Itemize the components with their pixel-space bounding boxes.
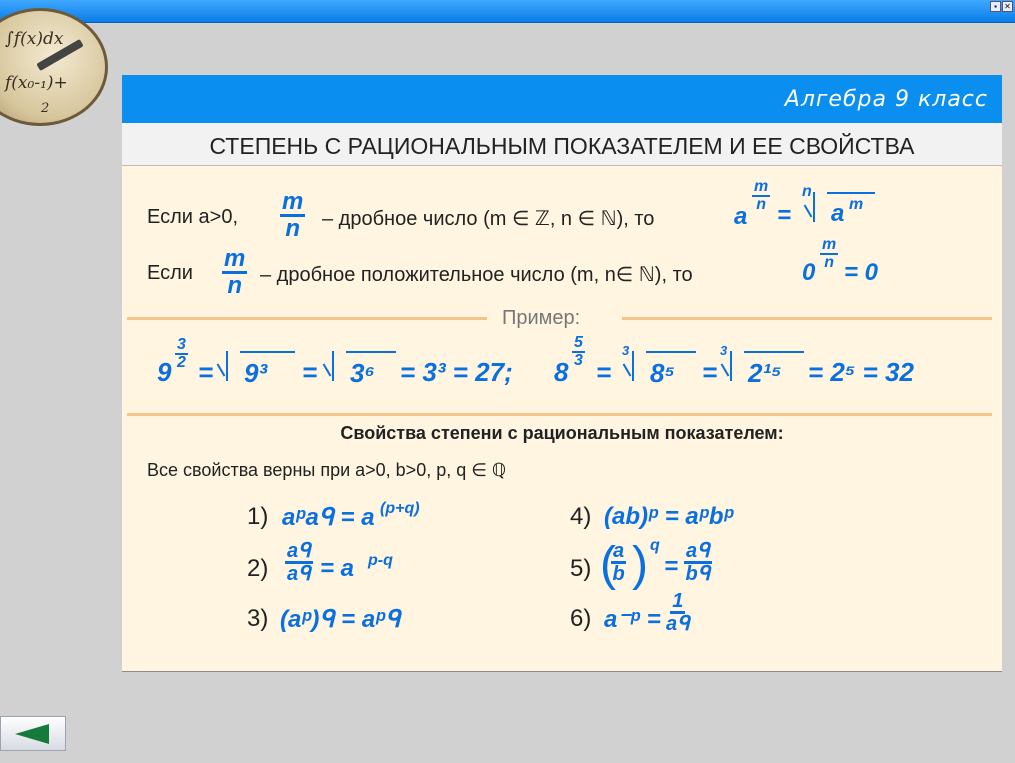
ex1-radical-1 [240, 351, 295, 388]
ex1-result: = 3³ = 27; [400, 357, 513, 387]
rule1-radicand-exp: m [849, 196, 864, 213]
course-title: Алгебра 9 класс [784, 87, 988, 112]
ex2-root-index-2: 3 [720, 343, 728, 358]
rule2-prefix: Если [147, 262, 193, 284]
rule2-exp-den: n [824, 254, 834, 271]
rule1-prefix: Если a>0, [147, 206, 238, 228]
prop2-exp: p-q [368, 552, 393, 569]
divider-right [622, 317, 992, 320]
prop5-fraction [684, 541, 712, 584]
rule1-fraction [280, 190, 305, 241]
ex2-radical-2 [744, 351, 804, 388]
rule1-frac-num: m [282, 188, 304, 215]
rule2-fraction [222, 247, 247, 298]
ex2-radicand-2: 2¹⁵ [748, 358, 782, 388]
divider-properties [127, 413, 992, 416]
prop5-paren-left: ( [600, 538, 616, 591]
prop6-number: 6) [570, 605, 592, 632]
ex1-exp-num: 3 [177, 336, 186, 353]
back-button[interactable] [0, 716, 66, 751]
prop1-number: 1) [247, 503, 269, 530]
prop2-expr: = a [320, 555, 355, 582]
rule1-frac-den: n [285, 215, 300, 242]
ex2-radical-1 [646, 351, 696, 388]
window-controls [990, 1, 1013, 11]
ex1-radicand-1: 9³ [244, 358, 268, 388]
rule1-radical [827, 192, 875, 227]
prop4-number: 4) [570, 503, 592, 530]
prop2-number: 2) [247, 555, 269, 582]
rule2-result: = 0 [844, 259, 879, 286]
rule1-exponent [752, 179, 770, 213]
prop1-exp: (p+q) [380, 500, 420, 517]
prop4-expr: (ab)ᵖ = aᵖbᵖ [604, 503, 734, 530]
back-arrow-icon [15, 724, 49, 744]
prop6-fraction [666, 591, 690, 634]
prop5-eq: = [664, 553, 679, 580]
prop5-in-num: a [613, 540, 625, 562]
prop5-number: 5) [570, 555, 592, 582]
rule1-exp-den: n [756, 196, 766, 213]
ex1-radicand-2: 3⁶ [350, 358, 375, 388]
top-bar [0, 0, 1015, 23]
rule1-base: a [734, 203, 748, 230]
ex2-eq2: = [702, 357, 718, 387]
logo-text-3: 2 [41, 101, 50, 116]
ex1-eq2: = [302, 357, 318, 387]
logo [0, 8, 108, 126]
rule1-equals: = [777, 202, 792, 229]
prop6-frac-den: aᑫ [666, 613, 690, 635]
logo-text-2: f(x₀-₁)+ [5, 73, 68, 93]
rule2-exponent [820, 237, 838, 271]
properties-condition: Все свойства верны при a>0, b>0, p, q ∈ ℚ [147, 460, 507, 480]
prop2-frac-num: aᑫ [287, 540, 311, 562]
prop6-expr: a⁻ᵖ = [604, 606, 661, 633]
prop5-frac-num: aᑫ [686, 540, 710, 562]
ex2-exponent [572, 335, 585, 369]
ex2-root-index-1: 3 [622, 343, 630, 358]
rule2-frac-num: m [224, 245, 246, 272]
prop5-in-den: b [612, 563, 625, 585]
rule2-exp-num: m [822, 236, 837, 253]
header-bar [122, 75, 1002, 123]
ex1-eq1: = [198, 357, 214, 387]
properties-heading: Свойства степени с рациональным показателем: [340, 423, 784, 443]
logo-text-1: ∫f(x)dx [5, 29, 64, 49]
prop5-frac-den: bᑫ [685, 563, 711, 585]
rule1-exp-num: m [754, 178, 769, 195]
prop3-expr: (aᵖ)ᑫ = aᵖᑫ [280, 606, 401, 633]
prop5-paren-right: ) [632, 538, 648, 591]
rule2-middle: – дробное положительное число (m, n∈ ℕ), то [260, 264, 693, 286]
prop2-frac-den: aᑫ [287, 563, 311, 585]
prop6-frac-num: 1 [672, 590, 684, 612]
ex2-result: = 2⁵ = 32 [808, 357, 914, 387]
ex2-base: 8 [554, 357, 569, 387]
example-label: Пример: [502, 307, 581, 329]
rule2-frac-den: n [227, 272, 242, 299]
ex1-exponent [175, 337, 188, 371]
prop1-expr: aᵖaᑫ = a [282, 504, 375, 531]
ex2-exp-num: 5 [574, 334, 583, 351]
rule2-base: 0 [802, 259, 816, 286]
close-icon[interactable]: ✕ [1002, 1, 1013, 12]
prop5-inner-fraction [611, 541, 626, 584]
ex1-radical-2 [346, 351, 396, 388]
ex2-exp-den: 3 [574, 352, 583, 369]
prop5-exp: q [650, 537, 660, 554]
title-bar [122, 123, 1002, 166]
ex2-eq1: = [596, 357, 612, 387]
ex2-radicand-1: 8⁵ [650, 358, 676, 388]
prop3-number: 3) [247, 605, 269, 632]
divider-left [127, 317, 487, 320]
page-title: СТЕПЕНЬ С РАЦИОНАЛЬНЫМ ПОКАЗАТЕЛЕМ И ЕЕ СВОЙСТВА [209, 133, 915, 159]
rule1-middle: – дробное число (m ∈ ℤ, n ∈ ℕ), то [322, 208, 655, 230]
prop2-fraction [285, 541, 313, 584]
rule1-radicand: a [831, 200, 845, 227]
ex1-exp-den: 2 [177, 354, 186, 371]
rule1-root-index: n [802, 183, 812, 200]
ex1-base: 9 [157, 357, 172, 387]
slide-panel [122, 75, 1002, 672]
restore-icon[interactable]: ▪ [990, 1, 1001, 12]
